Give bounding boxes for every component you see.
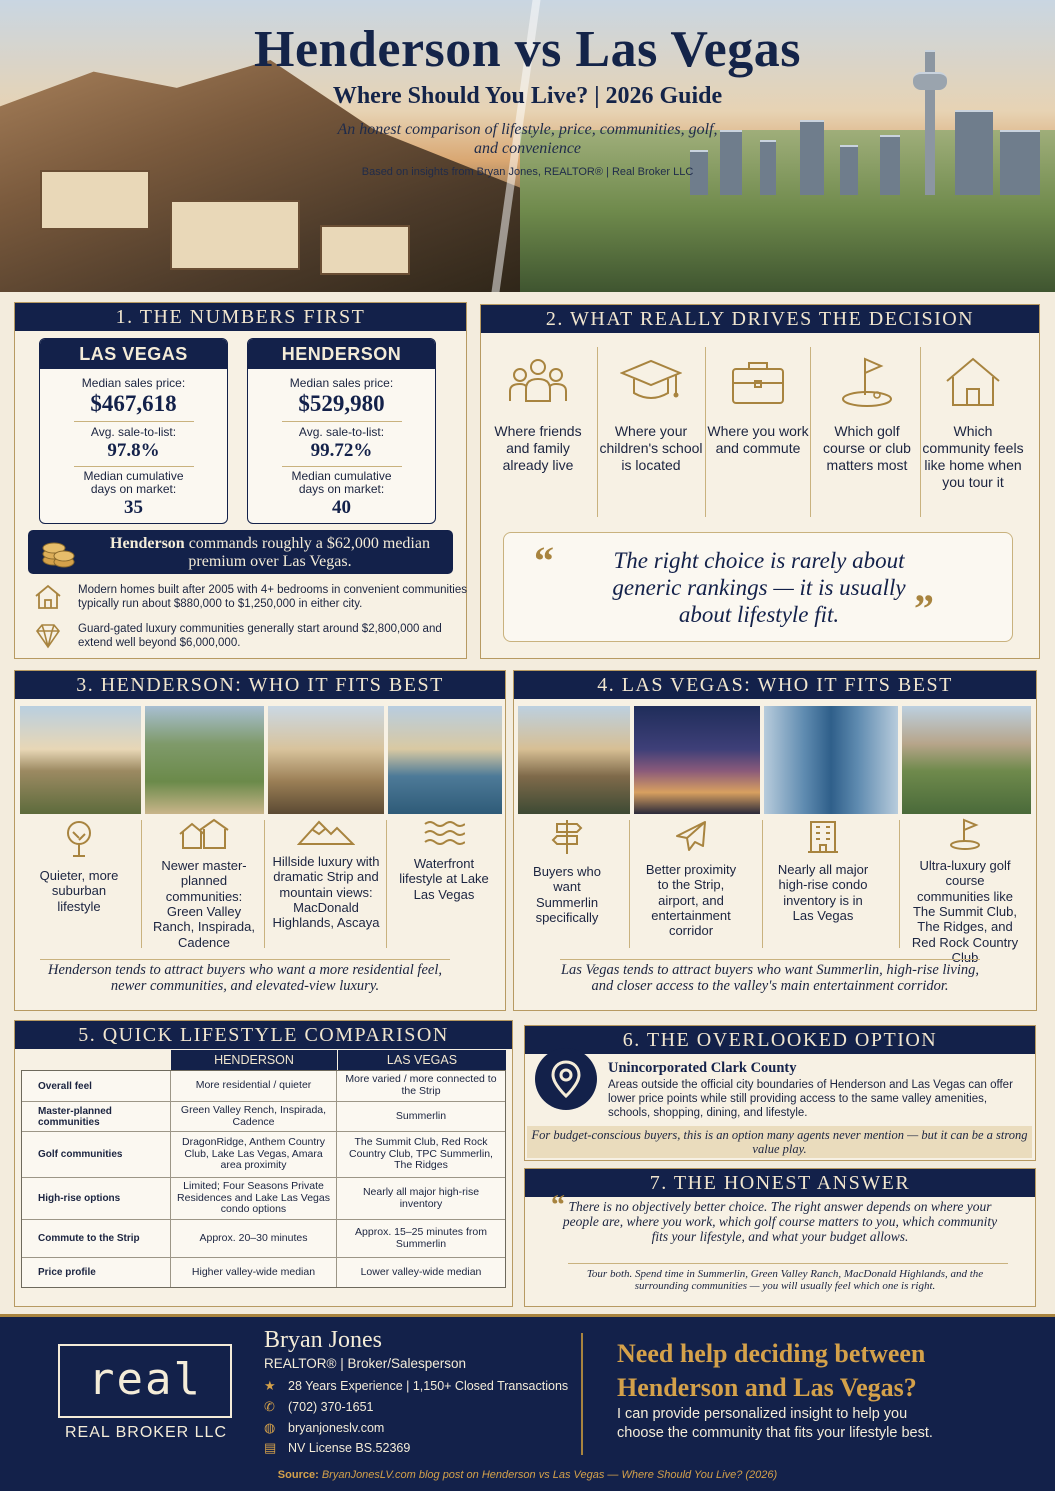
website-link[interactable]: bryanjoneslv.com: [288, 1421, 385, 1435]
las-vegas-sale-to-list: 97.8%: [107, 439, 160, 461]
divider: [762, 820, 763, 948]
divider: [899, 820, 900, 948]
premium-bold: Henderson: [110, 535, 185, 552]
comparison-col-henderson: HENDERSON: [171, 1050, 337, 1070]
driver-label: Where your children's school is located: [599, 423, 703, 474]
table-row: [22, 1071, 505, 1101]
premium-banner: [28, 530, 453, 574]
hero-text: [0, 20, 1055, 178]
quote-open-icon: “: [551, 1190, 565, 1221]
honest-tour-text: Tour both. Spend time in Summerlin, Green Valley Ranch, MacDonald Highlands, and the surrounding communities — you will usually feel which one is right.: [586, 1268, 984, 1293]
lasvegas-fit-heading: 4. LAS VEGAS: WHO IT FITS BEST: [514, 671, 1036, 699]
real-broker-logo: [58, 1344, 232, 1418]
las-vegas-cell: More varied / more connected to the Strip: [345, 1073, 497, 1097]
las-vegas-days-on-market: 35: [124, 497, 143, 519]
cta-title: [617, 1337, 1037, 1406]
hero-credit: Based on insights from Bryan Jones, REALTOR® | Real Broker LLC: [361, 166, 694, 179]
phone-text[interactable]: (702) 370-1651: [288, 1400, 374, 1414]
divider: [629, 820, 630, 948]
henderson-fit-item: [270, 818, 382, 931]
henderson-fit-summary: Henderson tends to attract buyers who want a more residential feel, newer communities, and elevated-view luxury.: [40, 959, 450, 994]
row-label: Overall feel: [22, 1071, 171, 1101]
henderson-days-on-market: 40: [332, 497, 351, 519]
photo-summerlin: [518, 706, 630, 814]
airplane-icon: [673, 818, 709, 854]
photo-lake: [388, 706, 502, 814]
photo-golf-course: [902, 706, 1031, 814]
hero-house: [320, 225, 410, 275]
henderson-fit-label: Hillside luxury with dramatic Strip and mountain views: MacDonald Highlands, Ascaya: [272, 854, 380, 931]
table-row: [22, 1101, 505, 1131]
stat-label: Avg. sale-to-list:: [90, 424, 177, 439]
license-text: NV License BS.52369: [288, 1441, 411, 1455]
stat-label: Avg. sale-to-list:: [298, 424, 385, 439]
globe-icon: ◍: [264, 1420, 276, 1435]
row-label: Commute to the Strip: [22, 1220, 171, 1257]
signpost-icon: [551, 818, 583, 856]
row-label: High-rise options: [22, 1178, 171, 1219]
divider: [282, 421, 402, 422]
source-text: BryanJonesLV.com blog post on Henderson vs Las Vegas — Where Should You Live? (2026): [321, 1469, 778, 1481]
lasvegas-fit-label: Ultra-luxury golf course communities like The Summit Club, The Ridges, and Red Rock Country Club: [911, 858, 1019, 965]
henderson-sale-to-list: 99.72%: [310, 439, 373, 461]
house-icon: [943, 355, 1003, 409]
henderson-cell: DragonRidge, Anthem Country Club, Lake Las Vegas, Amara area proximity: [171, 1132, 337, 1177]
source-line: [0, 1469, 1055, 1481]
stat-label: Median sales price:: [289, 376, 394, 390]
star-icon: ★: [264, 1378, 276, 1393]
cta-title-line: Need help deciding between: [617, 1339, 926, 1368]
las-vegas-stats-card: [39, 338, 228, 524]
house-icon: [33, 583, 63, 611]
driver-item: [599, 345, 703, 517]
houses-icon: [178, 818, 230, 850]
overlooked-heading: 6. THE OVERLOOKED OPTION: [525, 1026, 1035, 1054]
experience-text: 28 Years Experience | 1,150+ Closed Transactions: [288, 1379, 569, 1393]
henderson-fit-heading: 3. HENDERSON: WHO IT FITS BEST: [15, 671, 505, 699]
cta-text: I can provide personalized insight to help you choose the community that fits your lifestyle best.: [617, 1406, 933, 1441]
lifestyle-quote: [503, 532, 1013, 642]
divider: [264, 820, 265, 948]
lasvegas-fit-item: [910, 818, 1020, 965]
building-icon: [806, 818, 840, 854]
photo-suburban-street: [20, 706, 141, 814]
lasvegas-fit-label: Buyers who want Summerlin specifically: [533, 864, 601, 925]
stat-label: Median sales price:: [81, 376, 186, 390]
coins-icon: [40, 534, 76, 570]
henderson-cell: Higher valley-wide median: [171, 1258, 337, 1287]
driver-label: Which golf course or club matters most: [823, 423, 911, 474]
location-pin-icon: [535, 1048, 597, 1110]
table-row: [22, 1219, 505, 1257]
quote-close-icon: ”: [914, 586, 934, 631]
henderson-fit-item: [398, 818, 490, 902]
las-vegas-cell: Lower valley-wide median: [360, 1265, 482, 1278]
phone-icon: ✆: [264, 1399, 275, 1414]
henderson-cell: More residential / quieter: [171, 1071, 337, 1101]
page-subtitle: Where Should You Live? | 2026 Guide: [332, 83, 723, 109]
lasvegas-fit-item: [774, 818, 872, 923]
license-icon: ▤: [264, 1440, 277, 1455]
mountain-icon: [297, 818, 355, 846]
photo-master-planned: [145, 706, 264, 814]
henderson-cell: Green Valley Rench, Inspirada, Cadence: [171, 1102, 337, 1131]
divider: [74, 421, 194, 422]
henderson-fit-label: Waterfront lifestyle at Lake Las Vegas: [399, 856, 489, 902]
henderson-stats-card: [247, 338, 436, 524]
driver-item: [815, 345, 919, 517]
agent-name: Bryan Jones: [264, 1327, 382, 1353]
premium-text: [90, 535, 450, 570]
divider: [282, 466, 402, 467]
driver-item: [706, 345, 810, 517]
numbers-heading: 1. THE NUMBERS FIRST: [15, 303, 466, 331]
lasvegas-fit-summary: Las Vegas tends to attract buyers who want Summerlin, high-rise living, and closer access to the valley's main entertainment corridor.: [560, 959, 980, 994]
driver-item: [921, 345, 1025, 517]
lifestyle-quote-text: The right choice is rarely about generic rankings — it is usually about lifestyle fit.: [612, 548, 906, 628]
note-modern-text: Modern homes built after 2005 with 4+ bedrooms in convenient communities typically run about $880,000 to $1,250,000 in either city.: [78, 584, 467, 611]
stat-label: Median cumulative days on market:: [291, 468, 392, 497]
divider: [141, 820, 142, 948]
agent-title: REALTOR® | Broker/Salesperson: [264, 1356, 467, 1371]
divider: [810, 347, 811, 517]
row-label: Price profile: [22, 1258, 171, 1287]
lasvegas-fit-item: [640, 818, 742, 939]
drivers-heading: 2. WHAT REALLY DRIVES THE DECISION: [481, 305, 1039, 333]
driver-item: [486, 345, 590, 517]
henderson-fit-item: [30, 818, 128, 914]
people-icon: [508, 355, 568, 409]
divider: [597, 347, 598, 517]
table-row: [22, 1257, 505, 1287]
waves-icon: [423, 818, 465, 848]
photo-hillside: [268, 706, 384, 814]
tree-icon: [59, 818, 99, 858]
driver-label: Where friends and family already live: [494, 423, 582, 474]
diamond-icon: [33, 622, 63, 650]
las-vegas-median-price: $467,618: [90, 390, 177, 416]
note-luxury-text: Guard-gated luxury communities generally start around $2,800,000 and extend well beyond $6,000,000.: [78, 623, 442, 650]
stat-label: Median cumulative days on market:: [83, 468, 184, 497]
henderson-median-price: $529,980: [298, 390, 385, 416]
divider: [581, 1333, 583, 1455]
overlooked-title: Unincorporated Clark County: [608, 1060, 797, 1076]
logo-wordmark: real: [88, 1354, 202, 1405]
henderson-fit-label: Newer master-planned communities: Green Valley Ranch, Inspirada, Cadence: [153, 858, 255, 950]
photo-high-rise: [764, 706, 898, 814]
divider: [568, 1263, 1008, 1264]
henderson-cell: Limited; Four Seasons Private Residences and Lake Las Vegas condo options: [171, 1178, 337, 1219]
briefcase-icon: [729, 355, 787, 409]
overlooked-band: For budget-conscious buyers, this is an option many agents never mention — but it can be a strong value play.: [527, 1126, 1032, 1158]
lasvegas-fit-label: Nearly all major high-rise condo inventory is in Las Vegas: [777, 862, 869, 923]
hero-house: [170, 200, 300, 270]
comparison-table: [21, 1070, 506, 1288]
golf-flag-icon: [948, 818, 982, 850]
footer: [0, 1314, 1055, 1491]
lasvegas-fit-item: [524, 818, 610, 925]
source-label: Source:: [277, 1469, 319, 1481]
overlooked-text: Areas outside the official city boundaries of Henderson and Las Vegas can offer lower price points while still providing access to the same valley amenities, schools, shopping, dining, and lifestyle.: [608, 1079, 1013, 1119]
driver-label: Which community feels like home when you tour it: [922, 423, 1024, 491]
photo-strip-night: [634, 706, 760, 814]
comparison-col-las-vegas: LAS VEGAS: [338, 1050, 506, 1070]
henderson-cell: Approx. 20–30 minutes: [171, 1220, 337, 1257]
hero-description: An honest comparison of lifestyle, price, communities, golf, and convenience: [337, 121, 718, 158]
hero-banner: [0, 0, 1055, 292]
las-vegas-cell: The Summit Club, Red Rock Country Club, TPC Summerlin, The Ridges: [349, 1136, 493, 1172]
driver-label: Where you work and commute: [707, 423, 809, 457]
las-vegas-cell: Summerlin: [395, 1109, 447, 1122]
las-vegas-card-title: LAS VEGAS: [40, 339, 227, 369]
hero-house: [40, 170, 150, 230]
honest-quote: There is no objectively better choice. The right answer depends on where your people are, where you work, which golf course matters to you, which community fits your lifestyle, and what your budget allows.: [562, 1199, 998, 1245]
henderson-fit-label: Quieter, more suburban lifestyle: [39, 868, 119, 914]
premium-rest: commands roughly a $62,000 median premium over Las Vegas.: [184, 535, 430, 570]
honest-heading: 7. THE HONEST ANSWER: [525, 1169, 1035, 1197]
divider: [386, 820, 387, 948]
henderson-fit-item: [148, 818, 260, 950]
las-vegas-cell: Approx. 15–25 minutes from Summerlin: [355, 1225, 487, 1250]
lasvegas-fit-label: Better proximity to the Strip, airport, and entertainment corridor: [645, 862, 737, 939]
comparison-heading: 5. QUICK LIFESTYLE COMPARISON: [15, 1021, 512, 1049]
logo-subtitle: REAL BROKER LLC: [64, 1424, 227, 1441]
quote-open-icon: “: [534, 538, 554, 583]
row-label: Master-planned communities: [22, 1102, 171, 1131]
table-row: [22, 1177, 505, 1219]
row-label: Golf communities: [22, 1132, 171, 1177]
page-title: Henderson vs Las Vegas: [254, 21, 801, 78]
las-vegas-cell: Nearly all major high-rise inventory: [362, 1185, 480, 1210]
henderson-card-title: HENDERSON: [248, 339, 435, 369]
graduation-cap-icon: [620, 355, 682, 409]
table-row: [22, 1131, 505, 1177]
golf-flag-icon: [837, 355, 897, 409]
divider: [74, 466, 194, 467]
cta-title-line: Henderson and Las Vegas?: [617, 1373, 917, 1403]
